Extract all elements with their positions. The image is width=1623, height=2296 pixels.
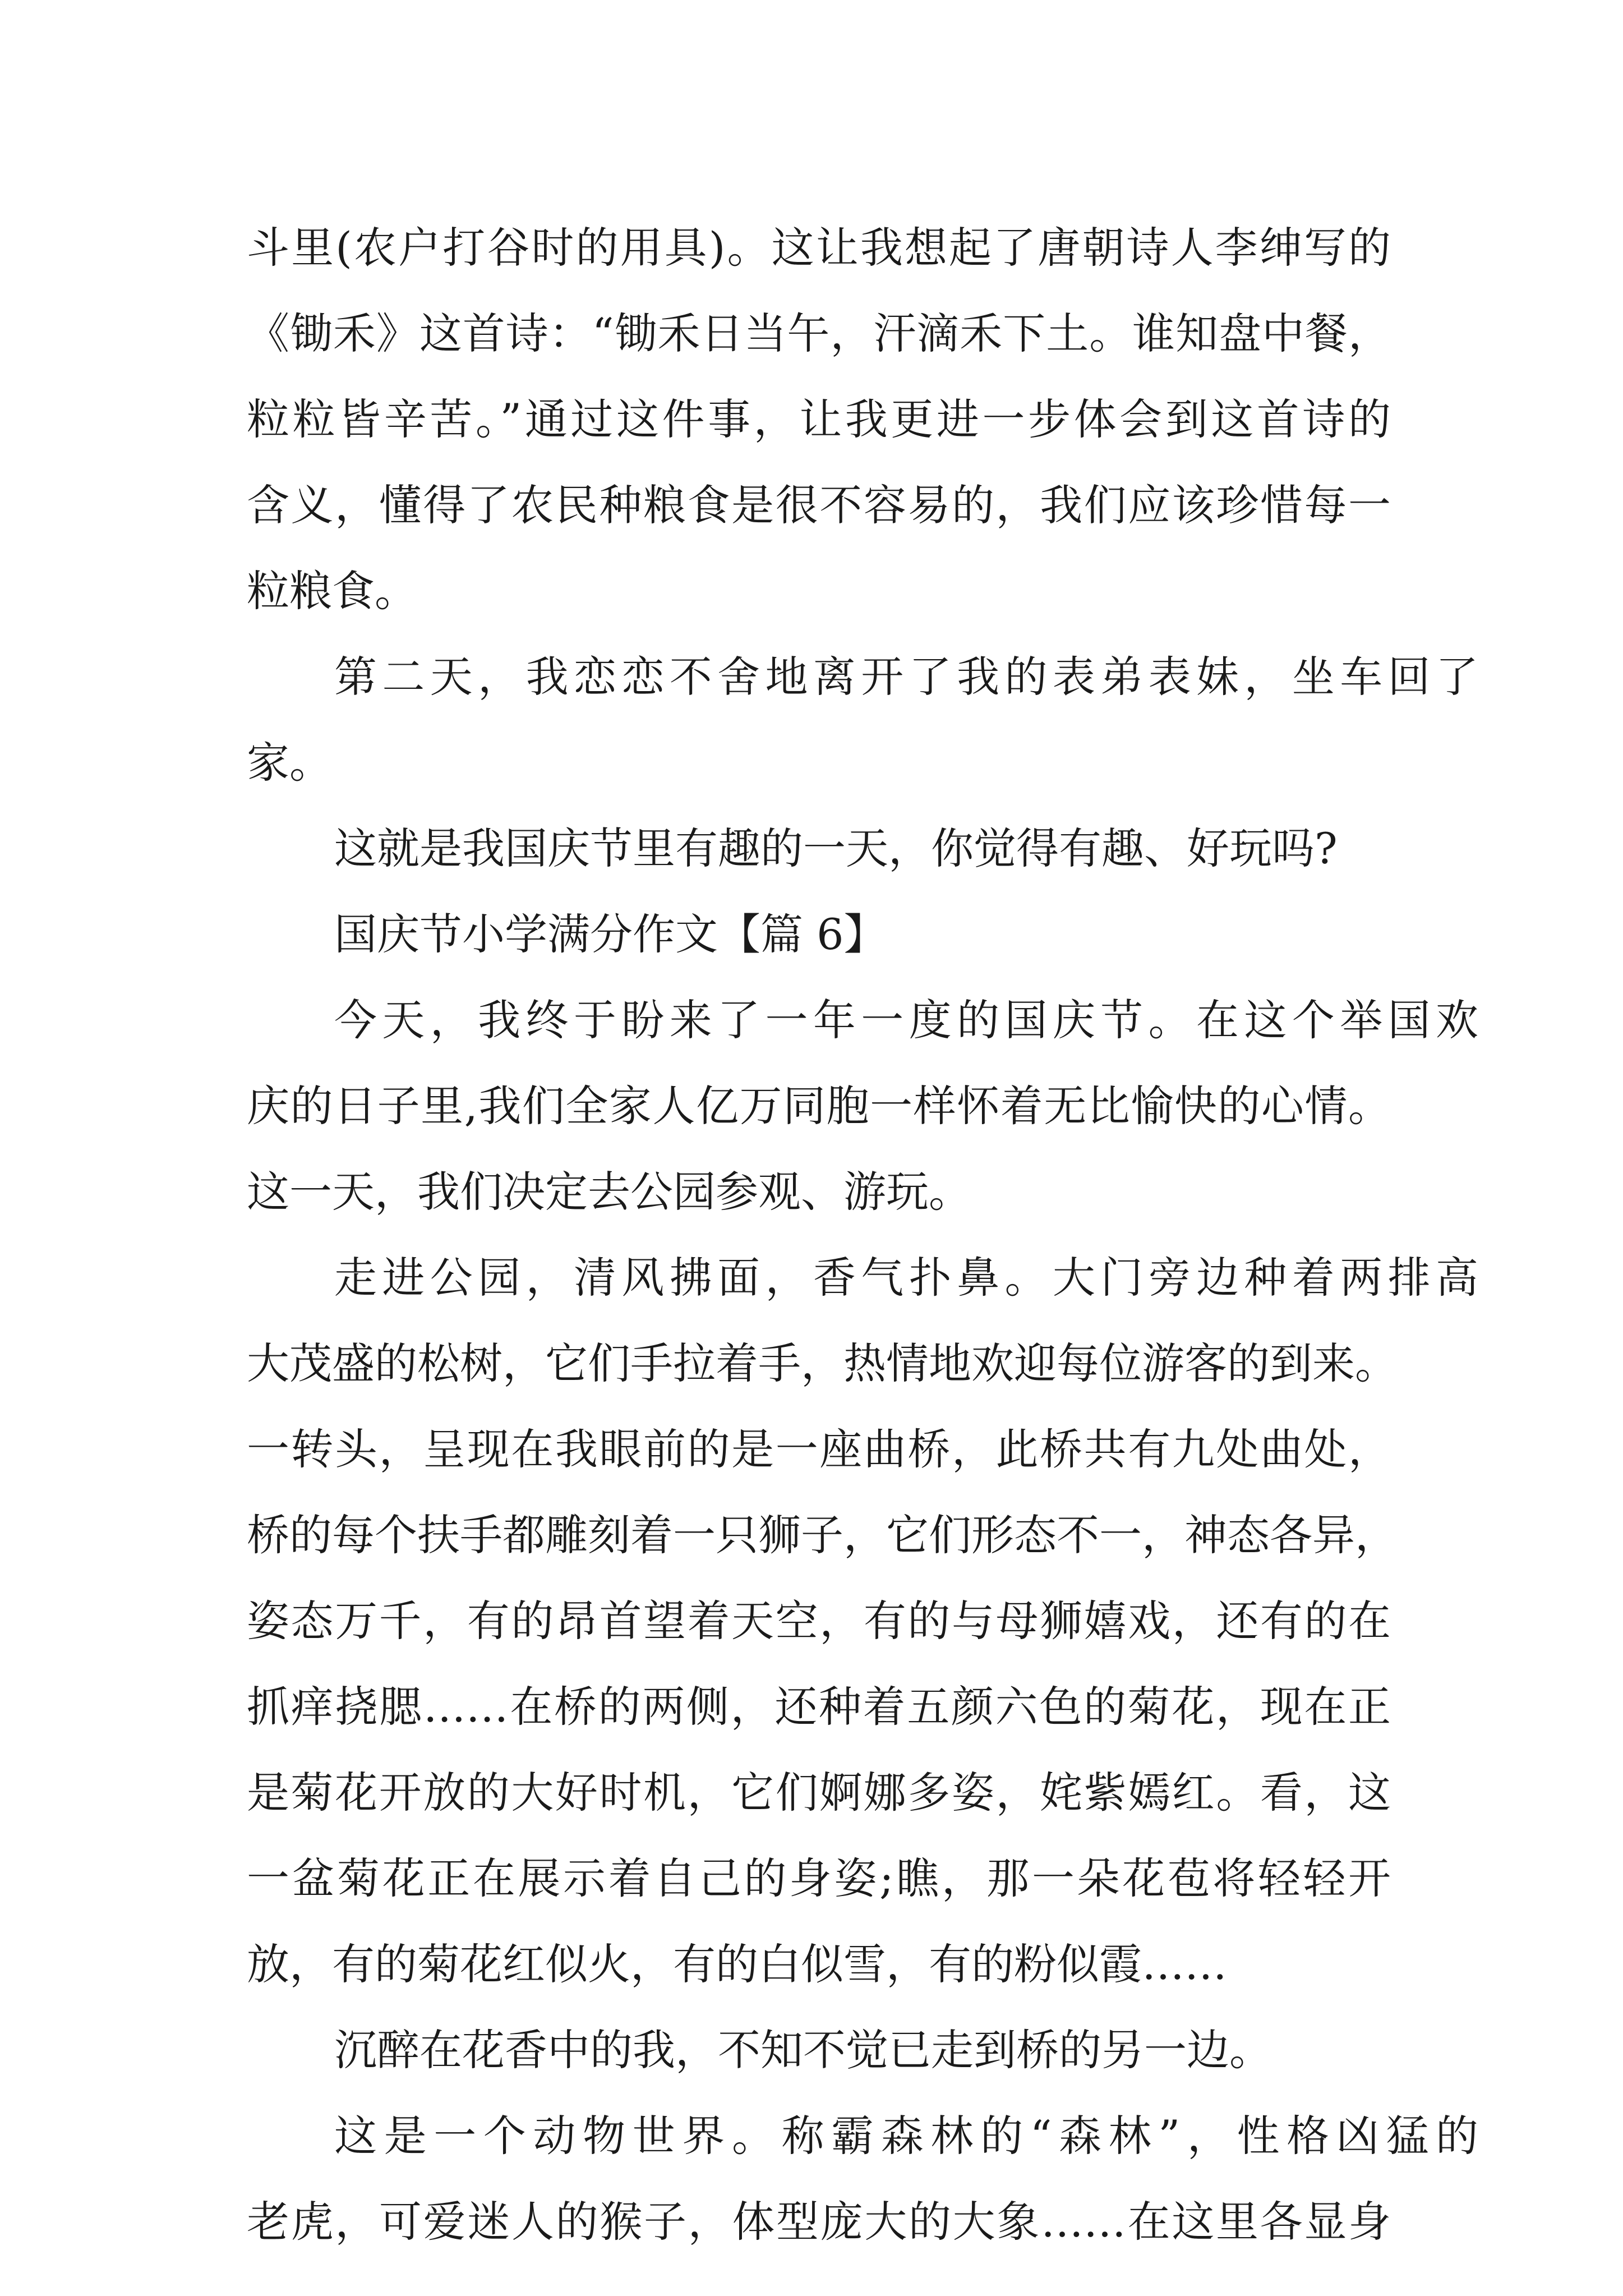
- text-line: 这一天，我们决定去公园参观、游玩。: [247, 1167, 971, 1217]
- text-line: 这就是我国庆节里有趣的一天，你觉得有趣、好玩吗?: [334, 823, 1338, 873]
- text-line: 抓痒挠腮……在桥的两侧，还种着五颜六色的菊花，现在正: [247, 1682, 1391, 1732]
- text-line: 一转头，呈现在我眼前的是一座曲桥，此桥共有九处曲处，: [247, 1424, 1391, 1474]
- text-line: 这是一个动物世界。称霸森林的“森林”，性格凶猛的: [334, 2111, 1478, 2161]
- text-line: 姿态万千，有的昂首望着天空，有的与母狮嬉戏，还有的在: [247, 1596, 1391, 1646]
- text-line: 一盆菊花正在展示着自己的身姿;瞧，那一朵花苞将轻轻开: [247, 1853, 1391, 1903]
- text-line: 沉醉在花香中的我，不知不觉已走到桥的另一边。: [334, 2025, 1272, 2075]
- text-line: 桥的每个扶手都雕刻着一只狮子，它们形态不一，神态各异，: [247, 1510, 1398, 1560]
- text-line: 含义，懂得了农民种粮食是很不容易的，我们应该珍惜每一: [247, 480, 1391, 530]
- text-line: 《锄禾》这首诗：“锄禾日当午，汗滴禾下土。谁知盘中餐，: [247, 309, 1391, 358]
- text-line: 老虎，可爱迷人的猴子，体型庞大的大象……在这里各显身: [247, 2197, 1391, 2247]
- text-line: 大茂盛的松树，它们手拉着手，热情地欢迎每位游客的到来。: [247, 1338, 1398, 1388]
- text-line: 粒粒皆辛苦。”通过这件事，让我更进一步体会到这首诗的: [247, 394, 1391, 444]
- text-line: 放，有的菊花红似火，有的白似雪，有的粉似霞……: [247, 1939, 1227, 1989]
- text-line: 第二天，我恋恋不舍地离开了我的表弟表妹，坐车回了: [334, 652, 1478, 702]
- text-line: 家。: [247, 738, 332, 788]
- section-heading: 国庆节小学满分作文【篇 6】: [334, 909, 887, 959]
- text-line: 斗里(农户打谷时的用具)。这让我想起了唐朝诗人李绅写的: [247, 223, 1391, 273]
- text-line: 是菊花开放的大好时机，它们婀娜多姿，姹紫嫣红。看，这: [247, 1768, 1391, 1818]
- text-line: 粒粮食。: [247, 566, 417, 616]
- text-line: 今天，我终于盼来了一年一度的国庆节。在这个举国欢: [334, 995, 1478, 1045]
- text-line: 走进公园，清风拂面，香气扑鼻。大门旁边种着两排高: [334, 1253, 1478, 1303]
- text-line: 庆的日子里,我们全家人亿万同胞一样怀着无比愉快的心情。: [247, 1081, 1391, 1131]
